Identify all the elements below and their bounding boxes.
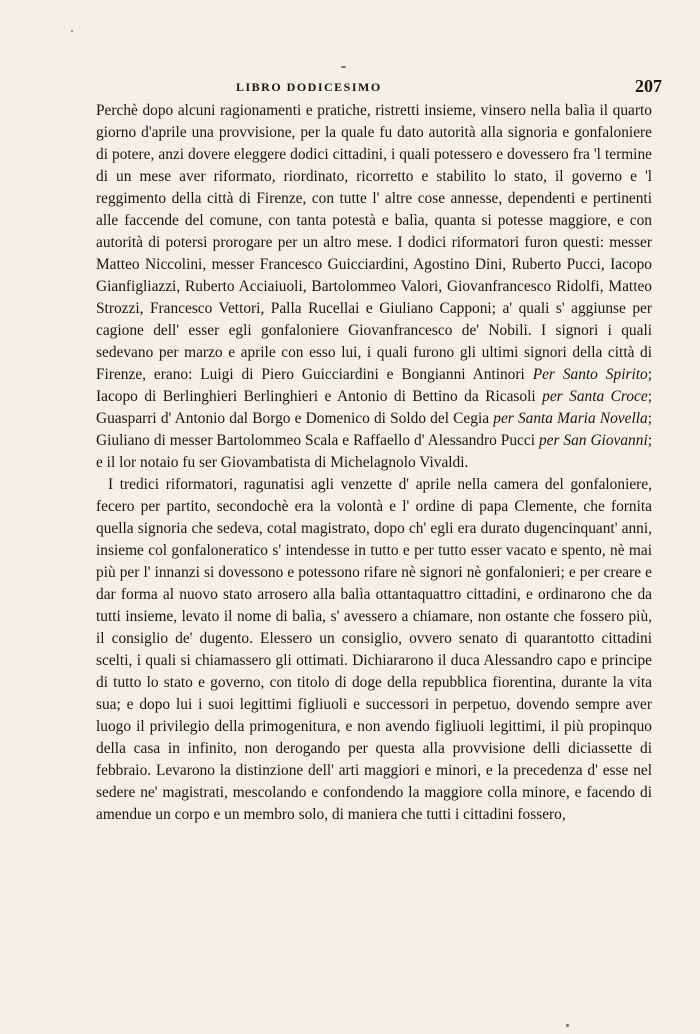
text-segment: Perchè dopo alcuni ragionamenti e pratiche, ristretti insieme, vinsero nella balìa il quarto giorno d'aprile una provvisione, per la quale fu dato autorità alla signoria e gonfaloniere di potere, anzi dovere eleggere dodici cittadini, i quali potessero e dovessero fra 'l termine di un mese aver riformato, riordinato, ricorretto e stabilito lo stato, il governo e 'l reggimento della città di Firenze, con tutte l' altre cose annesse, dependenti e pertinenti alle faccende del comune, con tanta potestà e balìa, quanta si potesse maggiore, e con autorità di potersi prorogare per un altro mese. I dodici riformatori furon questi: messer Matteo Niccolini, messer Francesco Guicciardini, Agostino Dini, Ruberto Pucci, Iacopo Gianfigliazzi, Ruberto Acciaiuoli, Bartolommeo Valori, Giovanfrancesco Ridolfi, Matteo Strozzi, Francesco Vettori, Palla Rucellai e Giuliano Capponi; a' quali s' aggiunse per cagione dell' esser egli gonfaloniere Giovanfrancesco de' Nobili. I signori i quali sedevano per marzo e aprile con esso lui, i quali furono gli ultimi signori della città di Firenze, erano: Luigi di Piero Guicciardini e Bongianni Antinori xyxy=(96,102,652,383)
text-segment: ; Iacopo di Berlinghieri Berlinghieri e Antonio di Bettino da Ricasoli xyxy=(96,366,652,405)
paragraph xyxy=(96,100,652,474)
body-text xyxy=(96,100,652,826)
print-speck xyxy=(71,30,73,32)
page-header xyxy=(96,76,672,98)
page-number: 207 xyxy=(635,76,662,96)
print-speck xyxy=(341,66,346,68)
italic-text-segment: Per Santo Spirito xyxy=(532,366,648,383)
text-segment: ; e il lor notaio fu ser Giovambatista di Michelagnolo Vivaldi. xyxy=(96,432,653,471)
paragraph xyxy=(96,474,652,826)
italic-text-segment: per San Giovanni xyxy=(538,432,648,449)
print-speck xyxy=(566,1024,569,1027)
text-segment: ; Guasparri d' Antonio dal Borgo e Domenico di Soldo del Cegia xyxy=(96,388,652,427)
text-segment: I tredici riformatori, ragunatisi agli venzette d' aprile nella camera del gonfaloniere, fecero per partito, secondochè era la volontà e l' ordine di papa Clemente, che fornita quella signoria che sedeva, cotal magistrato, dopo ch' egli era durato dugencinquant' anni, insieme col gonfaloneratico s' intendesse in tutto e per tutto esser vacato e spento, nè mai più per l' innanzi si dovessono e potessono rifare nè signori nè gonfalonieri; e per creare e dar forma al nuovo stato arrosero alla balìa ottantaquattro cittadini, e ordinarono che da tutti insieme, levato il nome di balìa, s' avessero a chiamare, non ostante che fossero più, il consiglio de' dugento. Elessero un consiglio, ovvero senato di quarantotto cittadini scelti, i quali si chiamassero gli ottimati. Dichiararono il duca Alessandro capo e principe di tutto lo stato e governo, con titolo di doge della repubblica fiorentina, durante la vita sua; e dopo lui i suoi legittimi figliuoli e successori in perpetuo, dovendo sempre aver luogo il privilegio della primogenitura, e non avendo figliuoli legittimi, il più propinquo della casa in infinito, non derogando per questa alla provvisione delli diciassette di febbraio. Levarono la distinzione dell' arti maggiori e minori, e la precedenza d' esse nel sedere ne' magistrati, mescolando e confondendo la maggiore colla minore, e facendo di amendue un corpo e un membro solo, di maniera che tutti i cittadini fossero, xyxy=(96,476,652,823)
italic-text-segment: per Santa Maria Novella xyxy=(493,410,648,427)
running-head: LIBRO DODICESIMO xyxy=(236,80,382,94)
italic-text-segment: per Santa Croce xyxy=(542,388,648,405)
text-segment: ; Giuliano di messer Bartolommeo Scala e Raffaello d' Alessandro Pucci xyxy=(96,410,652,449)
